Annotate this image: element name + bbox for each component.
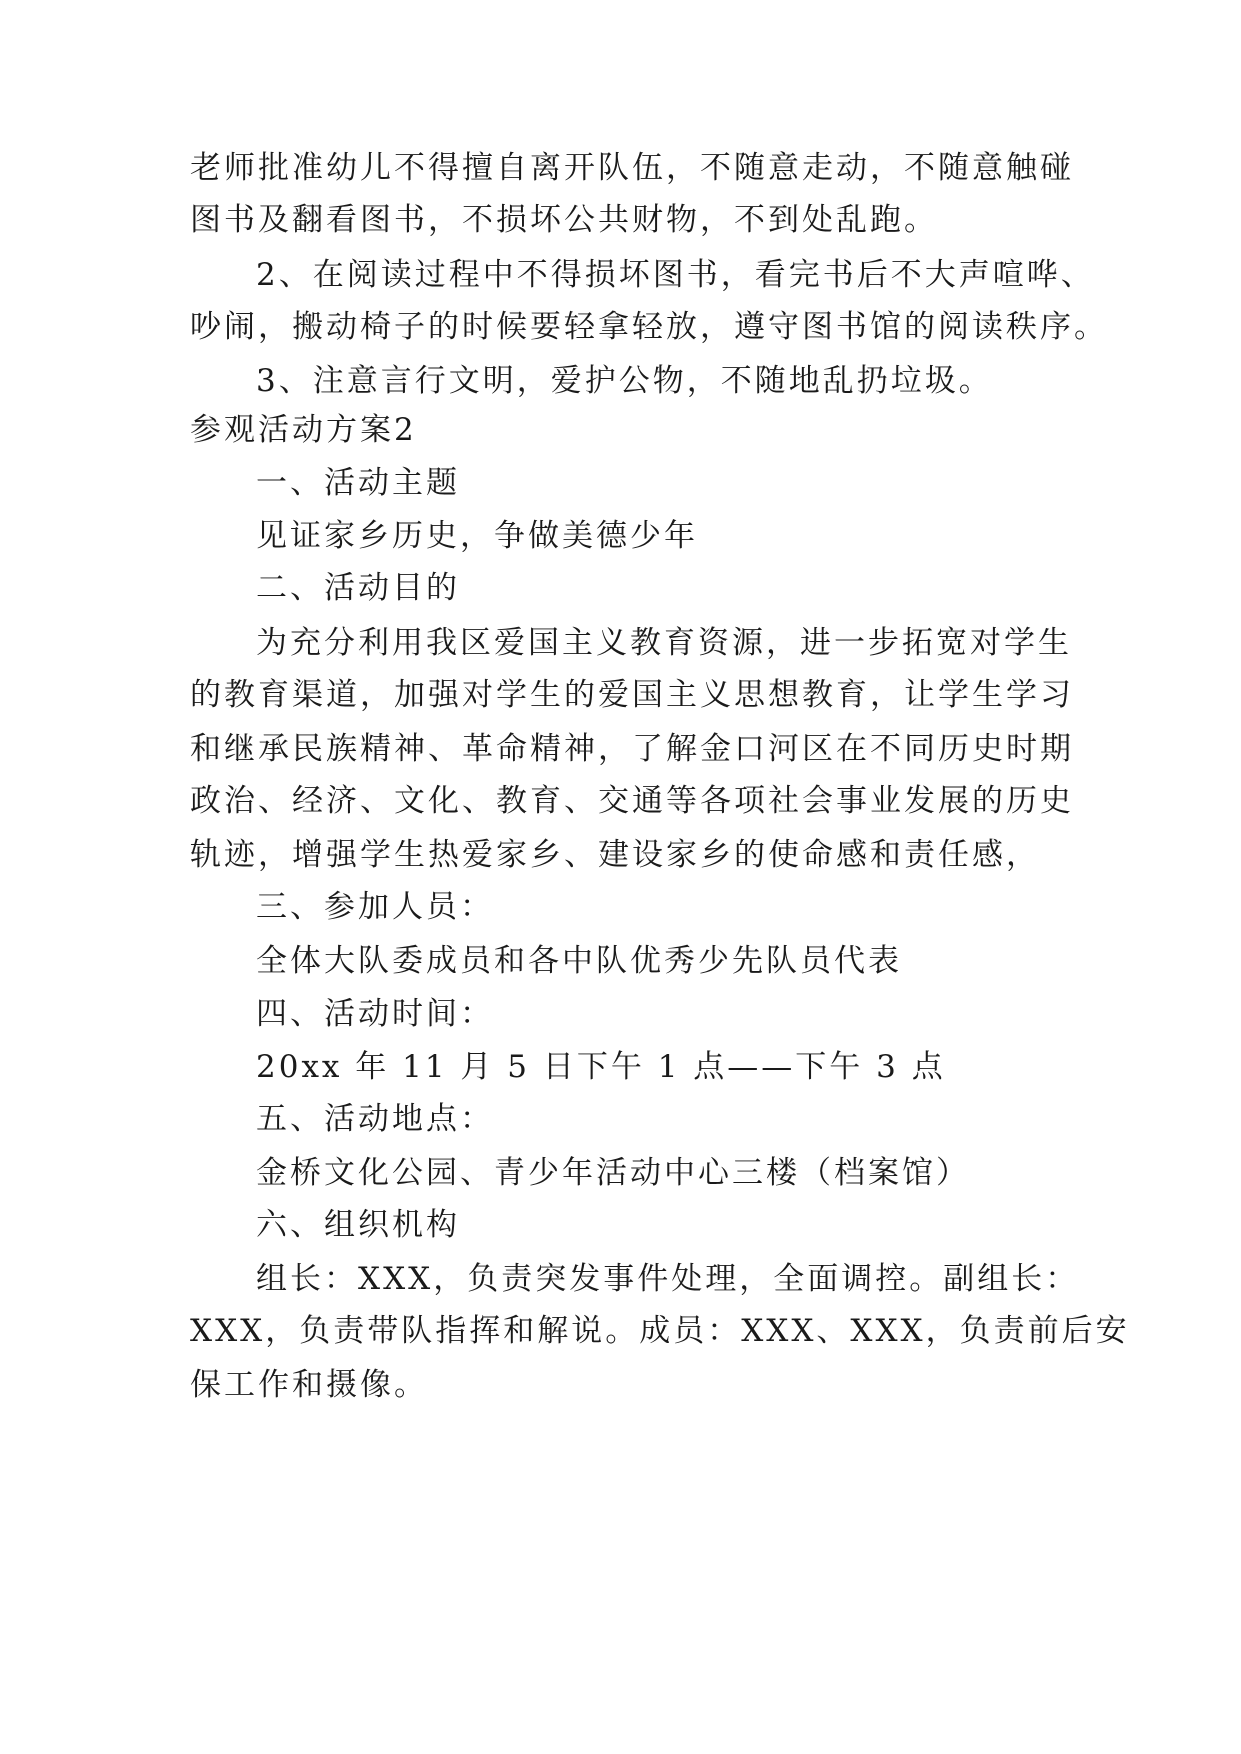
section-heading: 五、活动地点： xyxy=(256,1101,494,1137)
paragraph-line: 为充分利用我区爱国主义教育资源，进一步拓宽对学生 xyxy=(256,625,1072,661)
list-item-2: 2、在阅读过程中不得损坏图书，看完书后不大声喧哗、 xyxy=(256,257,1095,293)
paragraph-line: 和继承民族精神、革命精神，了解金口河区在不同历史时期 xyxy=(190,731,1074,767)
section-body: 金桥文化公园、青少年活动中心三楼（档案馆） xyxy=(256,1155,970,1191)
section-heading: 四、活动时间： xyxy=(256,996,494,1032)
paragraph-line: 政治、经济、文化、教育、交通等各项社会事业发展的历史 xyxy=(190,783,1074,819)
paragraph-line: 的教育渠道，加强对学生的爱国主义思想教育，让学生学习 xyxy=(190,677,1074,713)
section-body: 20xx 年 11 月 5 日下午 1 点——下午 3 点 xyxy=(256,1049,946,1085)
document-title: 参观活动方案2 xyxy=(190,412,417,448)
paragraph-line: 老师批准幼儿不得擅自离开队伍，不随意走动，不随意触碰 xyxy=(190,150,1074,186)
paragraph-line: 组长：XXX，负责突发事件处理，全面调控。副组长： xyxy=(256,1261,1080,1297)
section-heading: 六、组织机构 xyxy=(256,1207,460,1243)
section-body: 全体大队委成员和各中队优秀少先队员代表 xyxy=(256,943,902,979)
section-heading: 二、活动目的 xyxy=(256,570,460,606)
paragraph-line: 图书及翻看图书，不损坏公共财物，不到处乱跑。 xyxy=(190,202,938,238)
section-heading: 三、参加人员： xyxy=(256,889,494,925)
section-heading: 一、活动主题 xyxy=(256,465,460,501)
section-body: 见证家乡历史，争做美德少年 xyxy=(256,518,698,554)
paragraph-line: 轨迹，增强学生热爱家乡、建设家乡的使命感和责任感， xyxy=(190,837,1040,873)
list-item-3: 3、注意言行文明，爱护公物，不随地乱扔垃圾。 xyxy=(256,363,993,399)
paragraph-line: 吵闹，搬动椅子的时候要轻拿轻放，遵守图书馆的阅读秩序。 xyxy=(190,309,1108,345)
paragraph-line: 保工作和摄像。 xyxy=(190,1367,428,1403)
paragraph-line: XXX，负责带队指挥和解说。成员：XXX、XXX，负责前后安 xyxy=(190,1313,1130,1349)
